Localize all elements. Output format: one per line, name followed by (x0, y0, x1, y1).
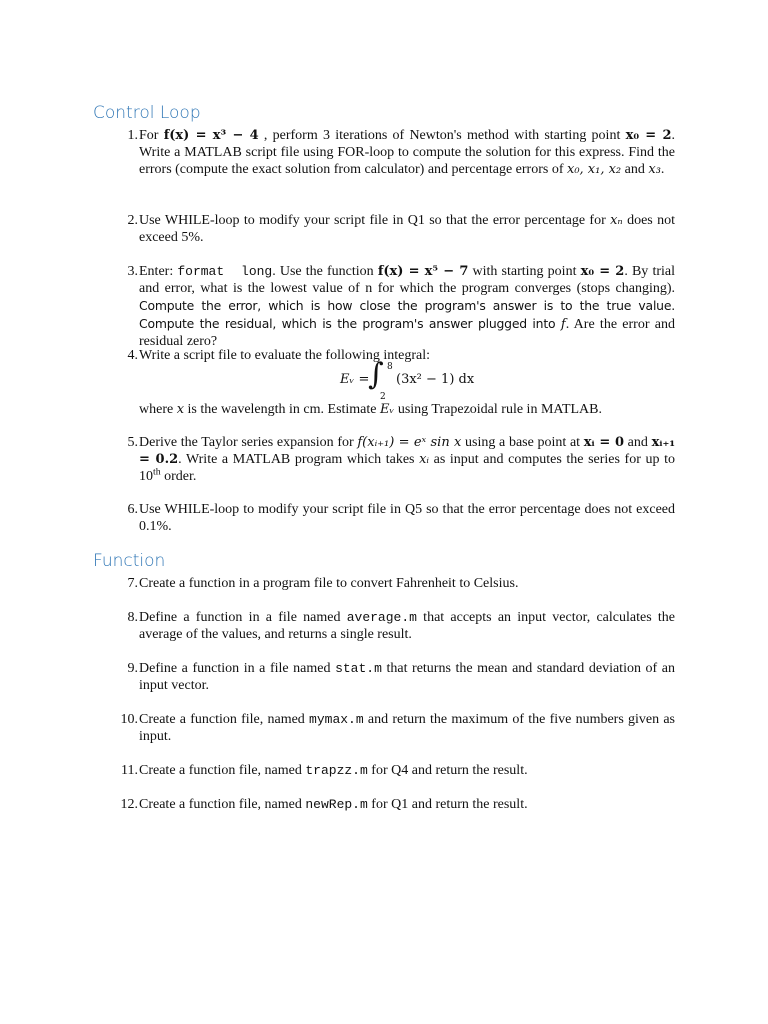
question-8 (112, 609, 675, 643)
question-3 (112, 263, 675, 350)
question-text: Create a function file, named trapzz.m for Q4 and return the result. (139, 763, 528, 778)
question-10 (112, 711, 675, 745)
section-heading-function: Function (93, 551, 166, 571)
question-text: Use WHILE-loop to modify your script file in Q1 so that the error percentage for xₙ does not exceed 5%. (139, 213, 675, 245)
question-text: Define a function in a file named average.m that accepts an input vector, calculates the average of the values, and returns a single result. (139, 610, 675, 642)
question-text: For f(x) = x³ − 4 , perform 3 iterations of Newton's method with starting point x₀ = 2. Write a MATLAB script file using FOR-loop to compute the solution for this express. Find the errors (compute the exact solution from calculator) and percentage errors of x₀, x₁, x₂ and x₃. (139, 128, 675, 177)
question-7 (112, 575, 675, 592)
item-number: 2. (127, 213, 138, 228)
section-heading-control-loop: Control Loop (93, 103, 201, 123)
item-number: 1. (127, 128, 138, 143)
question-text: Use WHILE-loop to modify your script file in Q5 so that the error percentage does not exceed 0.1%. (139, 502, 675, 534)
item-number: 12. (120, 797, 138, 812)
item-number: 6. (127, 502, 138, 517)
item-number: 4. (127, 348, 138, 363)
question-text: Write a script file to evaluate the following integral: (139, 348, 430, 363)
item-number: 10. (120, 712, 138, 727)
item-number: 9. (127, 661, 138, 676)
item-number: 5. (127, 435, 138, 450)
lower-bound: 2 (380, 392, 386, 402)
question-1 (112, 127, 675, 178)
integral-equation: Eᵥ = ∫ 8 2 (3x² − 1) dx (340, 357, 475, 402)
item-number: 8. (127, 610, 138, 625)
question-text: Create a function in a program file to convert Fahrenheit to Celsius. (139, 576, 519, 591)
question-text: Create a function file, named newRep.m for Q1 and return the result. (139, 797, 528, 812)
question-12 (112, 796, 675, 813)
question-2 (112, 212, 675, 246)
item-number: 11. (121, 763, 138, 778)
item-number: 3. (127, 264, 138, 279)
question-text: Enter: format long. Use the function f(x) = x⁵ − 7 with starting point x₀ = 2. By trial and error, what is the lowest value of n for which the program converges (stops changing). Compute the error, which is how close the program's answer is to the true value. Compute the residual, which is the program's answer plugged into f. Are the error and residual zero? (139, 264, 675, 349)
upper-bound: 8 (387, 362, 393, 372)
question-text: where x is the wavelength in cm. Estimate Eᵥ using Trapezoidal rule in MATLAB. (139, 402, 602, 417)
question-9 (112, 660, 675, 694)
question-4-continued (112, 401, 675, 418)
question-6 (112, 501, 675, 535)
question-text: Create a function file, named mymax.m and return the maximum of the five numbers given as input. (139, 712, 676, 744)
integrand: (3x² − 1) dx (396, 372, 475, 387)
item-number: 7. (127, 576, 138, 591)
integral-sign: ∫ (368, 357, 384, 392)
question-5 (112, 434, 675, 485)
question-text: Derive the Taylor series expansion for f(xᵢ₊₁) = eˣ sin x using a base point at xᵢ = 0 and xᵢ₊₁ = 0.2. Write a MATLAB program which takes xᵢ as input and computes the series for up to 10th order. (139, 435, 676, 484)
question-11 (112, 762, 675, 779)
question-text: Define a function in a file named stat.m that returns the mean and standard deviation of an input vector. (139, 661, 675, 693)
